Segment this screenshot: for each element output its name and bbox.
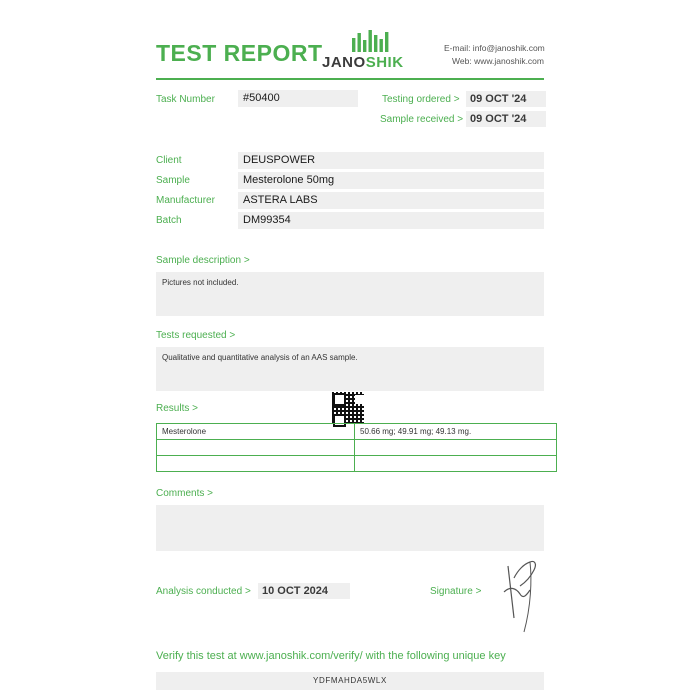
header-divider: [156, 78, 544, 80]
table-row: [157, 424, 557, 440]
result-measurement: [355, 440, 557, 456]
info-row: [156, 212, 544, 229]
page-title: TEST REPORT: [156, 40, 323, 66]
analysis-conducted-date: 10 OCT 2024: [258, 583, 350, 599]
contact-email: E-mail: info@janoshik.com: [444, 43, 545, 53]
results-heading: Results >: [156, 403, 198, 414]
qr-code-icon: [332, 392, 364, 424]
testing-ordered-value: 09 OCT '24: [466, 91, 546, 107]
result-substance: [157, 456, 355, 472]
report-header: [156, 28, 544, 78]
contact-web: Web: www.janoshik.com: [452, 56, 544, 66]
client-value: DEUSPOWER: [243, 154, 316, 166]
result-measurement: 50.66 mg; 49.91 mg; 49.13 mg.: [355, 424, 557, 440]
testing-ordered-label: Testing ordered >: [382, 94, 460, 105]
analysis-conducted-label: Analysis conducted >: [156, 586, 251, 597]
sample-label: Sample: [156, 175, 190, 186]
comments-box: [156, 505, 544, 551]
sample-received-value: 09 OCT '24: [466, 111, 546, 127]
manufacturer-label: Manufacturer: [156, 195, 215, 206]
sample-received-label: Sample received >: [380, 114, 464, 125]
tests-requested-text: Qualitative and quantitative analysis of an AAS sample.: [162, 353, 358, 362]
client-label: Client: [156, 155, 182, 166]
janoshik-logo: [322, 28, 442, 74]
signature-label: Signature >: [430, 586, 482, 597]
result-substance: [157, 440, 355, 456]
logo-bars-icon: [350, 28, 394, 52]
task-number-value: #50400: [243, 92, 280, 104]
logo-word-shik: SHIK: [365, 54, 404, 71]
unique-key-value: YDFMAHDA5WLX: [313, 676, 387, 685]
tests-requested-heading: Tests requested >: [156, 330, 236, 341]
sample-description-heading: Sample description >: [156, 255, 250, 266]
info-row: [156, 192, 544, 209]
comments-heading: Comments >: [156, 488, 213, 499]
contact-block: [444, 42, 544, 68]
manufacturer-value: ASTERA LABS: [243, 194, 318, 206]
table-row: [157, 440, 557, 456]
sample-description-text: Pictures not included.: [162, 278, 239, 287]
batch-value: DM99354: [243, 214, 291, 226]
info-row: [156, 172, 544, 189]
verify-instructions: Verify this test at www.janoshik.com/verify/ with the following unique key: [156, 650, 506, 662]
batch-label: Batch: [156, 215, 182, 226]
results-table: [156, 423, 557, 472]
signature-mark: [490, 556, 550, 636]
logo-wordmark: [322, 54, 404, 71]
sample-value: Mesterolone 50mg: [243, 174, 335, 186]
task-number-label: Task Number: [156, 94, 215, 105]
result-measurement: [355, 456, 557, 472]
result-substance: Mesterolone: [157, 424, 355, 440]
info-row: [156, 152, 544, 169]
logo-word-jano: JANO: [322, 54, 366, 71]
table-row: [157, 456, 557, 472]
